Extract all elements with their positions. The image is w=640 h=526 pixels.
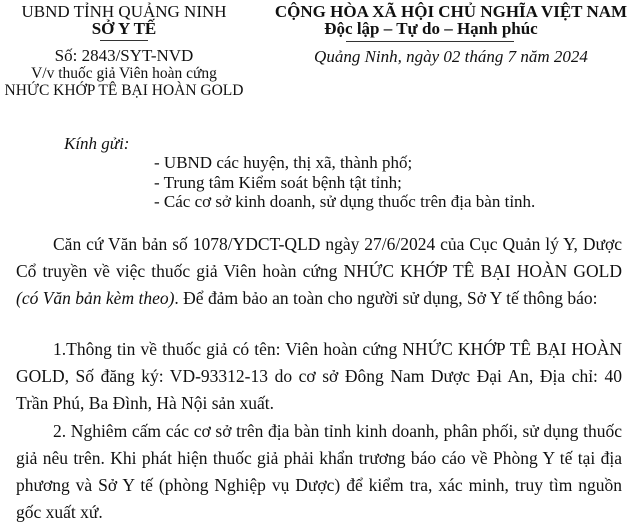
point-1-paragraph	[16, 336, 622, 417]
intro-paragraph	[16, 231, 622, 312]
place-and-date: Quảng Ninh, ngày 02 tháng 7 năm 2024	[314, 47, 588, 66]
recipient-item: - Các cơ sở kinh doanh, sử dụng thuốc trên địa bàn tỉnh.	[154, 192, 536, 211]
document-subject-line-1: V/v thuốc giả Viên hoàn cứng	[31, 65, 217, 82]
intro-text-end: . Để đảm bảo an toàn cho người sử dụng, Sở Y tế thông báo:	[174, 288, 598, 308]
recipient-item: - Trung tâm Kiểm soát bệnh tật tỉnh;	[154, 172, 402, 192]
document-number: Số: 2843/SYT-NVD	[54, 46, 194, 65]
document-subject-line-2: NHỨC KHỚP TÊ BẠI HOÀN GOLD	[4, 82, 244, 99]
national-title: CỘNG HÒA XÃ HỘI CHỦ NGHĨA VIỆT NAM	[274, 2, 628, 21]
organization-underline	[100, 40, 148, 41]
recipients-list	[154, 153, 535, 212]
intro-attachment-note: (có Văn bản kèm theo)	[16, 288, 175, 308]
organization-name: SỞ Y TẾ	[91, 19, 157, 38]
point-2-text: 2. Nghiêm cấm các cơ sở trên địa bàn tỉnh kinh doanh, phân phối, sử dụng thuốc giả nêu trên. Khi phát hiện thuốc giả phải khẩn trương báo cáo về Phòng Y tế tại địa phương và Sở Y tế (phòng Nghiệp vụ Dược) để kiểm tra, xác minh, truy tìm nguồn gốc xuất xứ.	[16, 421, 622, 522]
point-2-paragraph	[16, 418, 622, 526]
motto-underline	[346, 41, 514, 42]
point-1-text: 1.Thông tin về thuốc giả có tên: Viên hoàn cứng NHỨC KHỚP TÊ BẠI HOÀN GOLD, Số đăng ký: VD-93312-13 do cơ sở Đông Nam Dược Đại An, Địa chỉ: 40 Trần Phú, Ba Đình, Hà Nội sản xuất.	[16, 339, 622, 413]
recipients-greeting: Kính gửi:	[64, 134, 130, 153]
parent-organization: UBND TỈNH QUẢNG NINH	[21, 2, 227, 21]
recipient-item: - UBND các huyện, thị xã, thành phố;	[154, 153, 413, 172]
intro-text: Căn cứ Văn bản số 1078/YDCT-QLD ngày 27/6/2024 của Cục Quản lý Y, Dược Cổ truyền về việc thuốc giả Viên hoàn cứng NHỨC KHỚP TÊ BẠI HOÀN GOLD	[16, 234, 622, 281]
national-motto: Độc lập – Tự do – Hạnh phúc	[324, 19, 538, 38]
